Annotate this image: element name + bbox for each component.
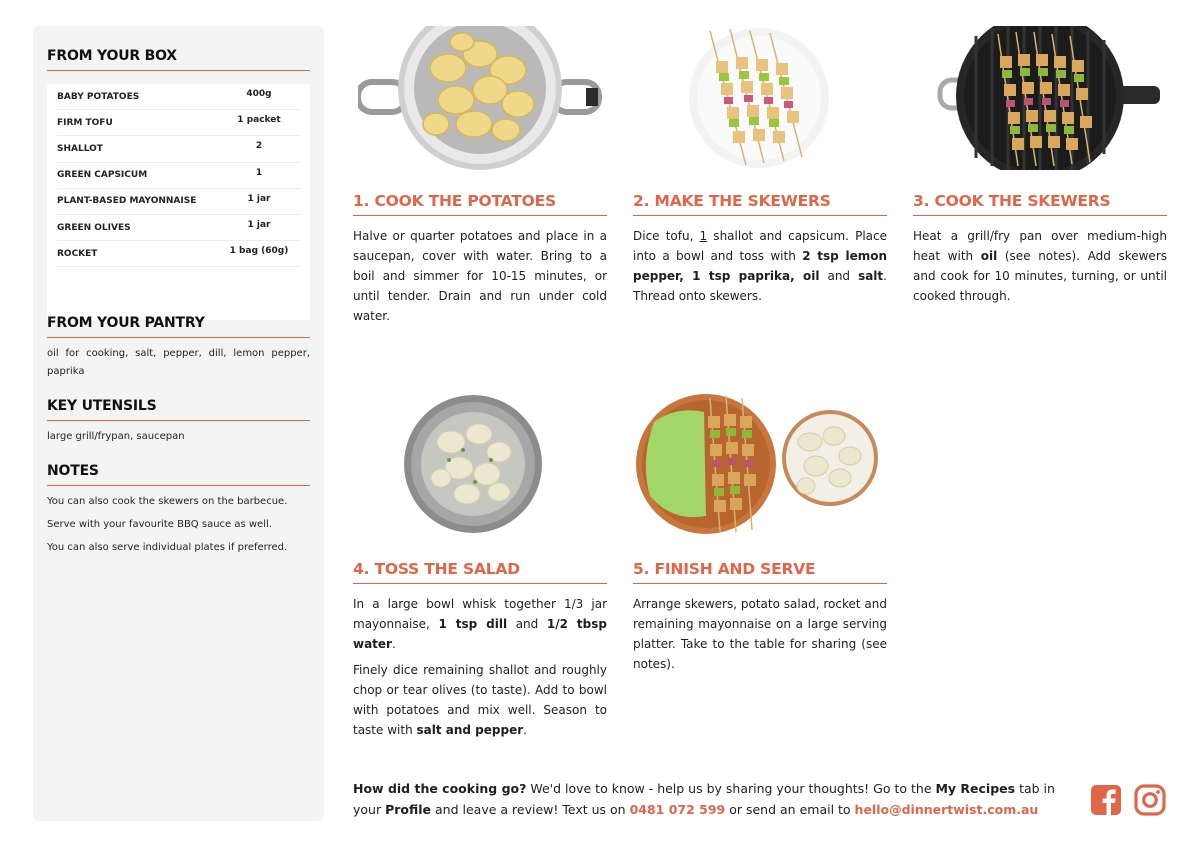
step-4-text: . [391,637,396,651]
step-4-paragraph [353,594,607,654]
utensils-section [47,398,310,446]
step-4-bold: 1/2 tbsp water [353,617,607,651]
footer-bold: My Recipes [935,781,1016,796]
step-3-title: 3. COOK THE SKEWERS [913,192,1167,216]
ingredient-qty: 2 [255,141,263,152]
pantry-text: oil for cooking, salt, pepper, dill, lemon pepper, paprika [47,348,310,377]
step-5-title: 5. FINISH AND SERVE [633,560,887,584]
step-3 [913,192,1167,306]
note-line: Serve with your favourite BBQ sauce as well. [47,519,272,530]
ingredient-name: FIRM TOFU [57,117,113,128]
facebook-icon[interactable] [1090,784,1122,816]
step-4-title: 4. TOSS THE SALAD [353,560,607,584]
notes-section [47,463,310,555]
step-2-bold: salt [858,269,884,283]
step-5 [633,560,887,674]
footer-text: and leave a review! Text us on [431,802,630,817]
ingredient-row [57,136,300,162]
pantry-heading: FROM YOUR PANTRY [47,315,310,338]
grill-pan-image [936,26,1162,170]
note-line: You can also serve individual plates if preferred. [47,542,288,553]
step-5-body: Arrange skewers, potato salad, rocket and remaining mayonnaise on a large serving platter. Take to the table for sharing (see notes). [633,597,887,671]
step-2-title: 2. MAKE THE SKEWERS [633,192,887,216]
step-2-text: 1 [699,229,708,243]
step-4-text: and [507,617,547,631]
footer-text: We'd love to know - help us by sharing your thoughts! Go to the [526,781,936,796]
step-3-body [913,226,1167,306]
serving-platter-image [636,392,880,536]
ingredient-qty: 1 bag (60g) [229,246,289,257]
step-4-paragraph [353,660,607,740]
potato-salad-bowl-image [403,394,543,534]
ingredient-qty: 400g [246,89,272,100]
ingredient-qty: 1 jar [247,220,271,231]
step-1 [353,192,607,326]
step-1-title: 1. COOK THE POTATOES [353,192,607,216]
step-4-bold: 1 tsp dill [438,617,508,631]
note-line: You can also cook the skewers on the barbecue. [47,496,288,507]
email-link[interactable]: hello@dinnertwist.com.au [854,802,1039,817]
ingredients-table [47,84,310,320]
step-2-bold: 2 tsp lemon pepper, 1 tsp paprika, oil [633,249,888,283]
ingredient-row [57,84,300,110]
footer-text: tab in your [353,781,1055,817]
ingredient-name: GREEN CAPSICUM [57,170,148,181]
ingredient-qty: 1 packet [237,115,281,126]
utensils-text: large grill/frypan, saucepan [47,431,185,442]
step-4-text: Finely dice remaining shallot and roughly chop or tear olives (to taste). Add to bowl with potatoes and mix well. Season to taste with [353,663,607,737]
utensils-heading: KEY UTENSILS [47,398,310,421]
step-4-body [353,594,607,740]
step-2-text: and [819,269,859,283]
step-4-text: . [523,723,527,737]
footer-bold: How did the cooking go? [353,781,527,796]
step-2-body [633,226,887,306]
ingredient-row [57,241,300,267]
ingredient-row [57,215,300,241]
ingredient-row [57,189,300,215]
ingredient-row [57,163,300,189]
instagram-icon[interactable] [1134,784,1166,816]
ingredient-name: GREEN OLIVES [57,222,131,233]
ingredient-name: SHALLOT [57,143,103,154]
step-4 [353,560,607,740]
ingredient-qty: 1 [255,167,263,178]
notes-heading: NOTES [47,463,310,486]
step-2 [633,192,887,306]
step-2-text: Dice tofu, [633,229,700,243]
step-3-bold: oil [980,249,998,263]
phone-number-link[interactable]: 0481 072 599 [629,802,726,817]
step-4-bold: salt and pepper [416,723,524,737]
footer-text: or send an email to [725,802,855,817]
ingredient-qty: 1 jar [247,193,271,204]
sidebar [33,26,324,821]
footer-bold: Profile [385,802,432,817]
step-1-body: Halve or quarter potatoes and place in a saucepan, cover with water. Bring to a boil and simmer for 10-15 minutes, or until tender. Drain and run under cold water. [353,229,607,323]
feedback-footer [353,778,1073,820]
step-2-text: shallot and capsicum. Place into a bowl and toss with [633,229,887,263]
step-3-text: Heat a grill/fry pan over medium-high heat with [913,229,1167,263]
ingredient-name: ROCKET [57,248,98,259]
step-4-text: In a large bowl whisk together 1/3 jar mayonnaise, [353,597,607,631]
ingredient-row [57,110,300,136]
step-3-text: (see notes). Add skewers and cook for 10 minutes, turning, or until cooked through. [913,249,1168,303]
step-2-text: . Thread onto skewers. [633,269,887,303]
ingredient-name: BABY POTATOES [57,91,140,102]
skewers-plate-image [688,27,830,169]
pantry-section [47,315,310,381]
ingredient-name: PLANT-BASED MAYONNAISE [57,196,197,207]
potatoes-pot-image [358,26,603,170]
from-your-box-heading: FROM YOUR BOX [47,48,310,71]
